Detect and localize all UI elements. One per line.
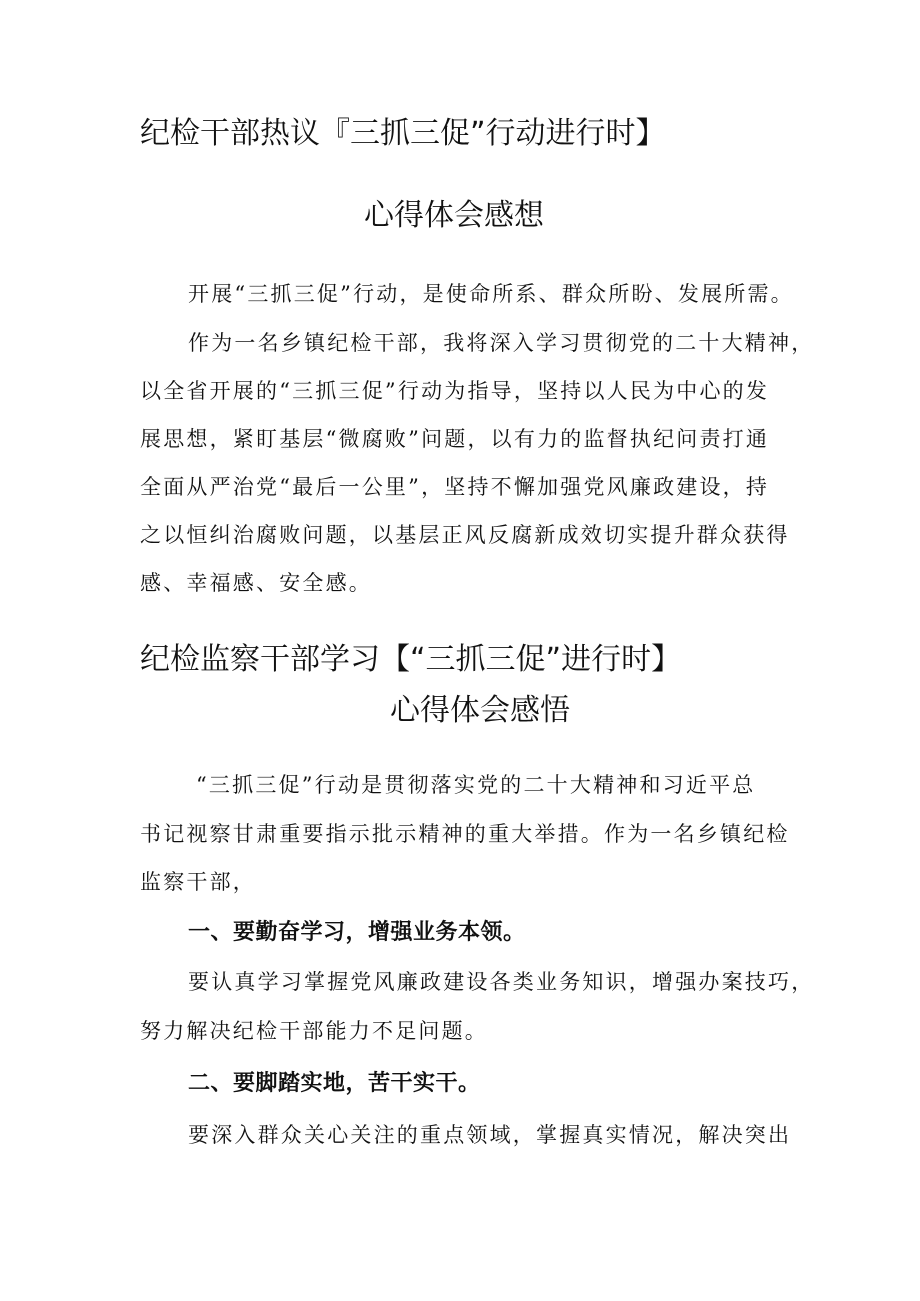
section2-intro-line: 监察干部，	[140, 870, 256, 894]
section2-intro-line: 书记视察甘肃重要指示批示精神的重大举措。作为一名乡镇纪检	[140, 822, 790, 846]
section1-paragraph-line: 以全省开展的“三抓三促”行动为指导，坚持以人民为中心的发	[140, 379, 770, 403]
section1-paragraph-line: 全面从严治党“最后一公里”，坚持不懈加强党风廉政建设，持	[140, 475, 770, 499]
point1-line: 努力解决纪检干部能力不足问题。	[140, 1019, 488, 1043]
section2-subtitle: 心得体会感悟	[390, 693, 570, 728]
section1-paragraph-line: 作为一名乡镇纪检干部，我将深入学习贯彻党的二十大精神，	[188, 331, 815, 355]
section2-title: 纪检监察干部学习【“三抓三促”进行时】	[140, 642, 682, 677]
section1-subtitle: 心得体会感想	[364, 198, 544, 233]
section2-intro-line: “三抓三促”行动是贯彻落实党的二十大精神和习近平总	[196, 773, 756, 797]
section1-paragraph-line: 之以恒纠治腐败问题，以基层正风反腐新成效切实提升群众获得	[140, 523, 790, 547]
section1-paragraph-line: 开展“三抓三促”行动，是使命所系、群众所盼、发展所需。	[188, 282, 794, 306]
point1-line: 要认真学习掌握党风廉政建设各类业务知识，增强办案技巧，	[188, 970, 815, 994]
point2-line: 要深入群众关心关注的重点领域，掌握真实情况，解决突出	[188, 1123, 792, 1147]
point2-heading: 二、要脚踏实地，苦干实干。	[188, 1071, 481, 1096]
section1-paragraph-line: 感、幸福感、安全感。	[140, 571, 372, 595]
point1-heading: 一、要勤奋学习，增强业务本领。	[188, 920, 526, 945]
section1-title: 纪检干部热议『三抓三促”行动进行时】	[140, 116, 666, 151]
section1-paragraph-line: 展思想，紧盯基层“微腐败”问题，以有力的监督执纪问责打通	[140, 427, 770, 451]
